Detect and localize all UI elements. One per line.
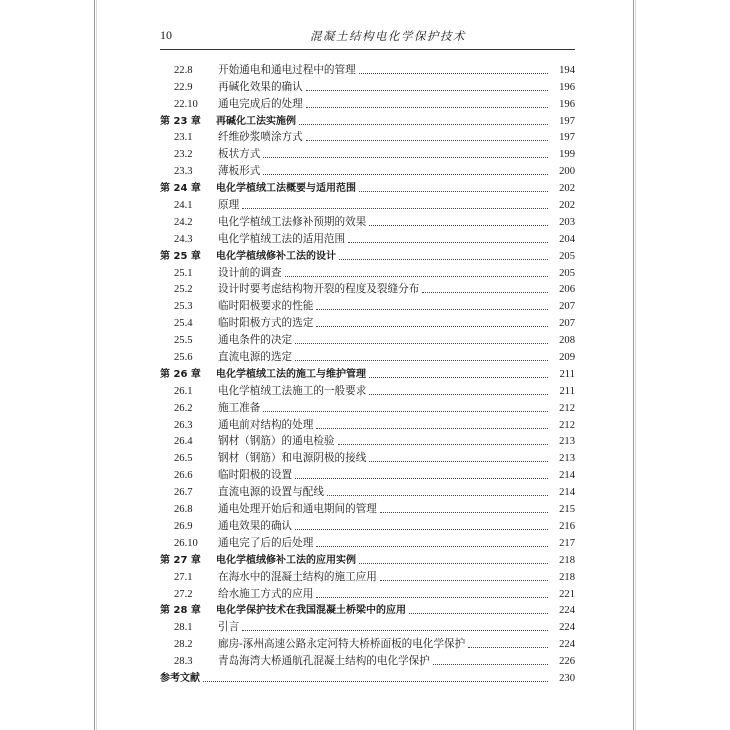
toc-section-entry [160,651,575,668]
page-number: 10 [160,28,172,42]
dot-leader [316,308,548,310]
toc-entry-page: 213 [559,453,575,465]
toc-entry-number: 第 26 章 [160,368,201,380]
toc-entry-title: 设计前的调查 [218,266,282,279]
toc-entry-title: 设计时要考虑结构物开裂的程度及裂缝分布 [218,283,420,296]
toc-entry-page: 197 [559,115,575,127]
toc-entry-page: 199 [559,149,575,161]
toc-entry-page: 207 [559,318,575,330]
toc-section-entry [160,263,575,280]
toc-section-entry [160,448,575,465]
toc-entry-title: 通电条件的决定 [218,334,293,347]
toc-entry-number: 第 25 章 [160,250,201,262]
toc-entry-number: 22.8 [174,64,193,76]
toc-entry-number: 25.6 [174,352,193,364]
toc-chapter-entry [160,550,575,567]
toc-entry-title: 原理 [218,199,240,212]
dot-leader [306,139,548,141]
dot-leader [359,190,548,192]
toc-section-entry [160,330,575,347]
dot-leader [263,173,548,175]
toc-entry-page: 217 [559,537,575,549]
dot-leader [242,207,548,209]
running-title: 混凝土结构电化学保护技术 [310,29,466,43]
dot-leader [380,511,548,513]
dot-leader [338,443,548,445]
toc-entry-title: 临时阳极的设置 [218,469,293,482]
toc-entry-number: 24.3 [174,233,193,245]
toc-entry-page: 205 [559,267,575,279]
dot-leader [369,376,548,378]
toc-section-entry [160,313,575,330]
toc-entry-title: 钢材（钢筋）的通电检验 [218,435,335,448]
toc-entry-number: 25.3 [174,301,193,313]
dot-leader [468,646,548,648]
toc-section-entry [160,212,575,229]
header-rule [160,49,575,50]
page-edge-left-inner [96,0,97,730]
dot-leader [295,342,548,344]
toc-entry-number: 26.10 [174,537,198,549]
dot-leader [316,596,548,598]
toc-section-entry [160,634,575,651]
dot-leader [316,325,548,327]
toc-entry-page: 214 [559,470,575,482]
toc-section-entry [160,482,575,499]
dot-leader [409,612,548,614]
toc-entry-page: 205 [559,250,575,262]
toc-entry-page: 196 [559,98,575,110]
toc-section-entry [160,499,575,516]
toc-entry-title: 电化学植绒工法修补预期的效果 [218,215,367,228]
dot-leader [263,410,548,412]
page-edge-left [94,0,95,730]
toc-section-entry [160,567,575,584]
toc-entry-title: 施工准备 [218,401,261,414]
toc-section-entry [160,516,575,533]
toc-entry-title: 直流电源的设置与配线 [218,486,324,499]
toc-entry-title: 给水施工方式的应用 [218,587,314,600]
page-header [160,28,580,46]
dot-leader [285,275,548,277]
page-edge-right [633,0,634,730]
dot-leader [359,72,548,74]
dot-leader [359,562,548,564]
toc-entry-page: 203 [559,216,575,228]
dot-leader [348,241,548,243]
toc-section-entry [160,77,575,94]
toc-entry-number: 第 23 章 [160,115,201,127]
toc-entry-title: 通电处理开始后和通电期间的管理 [218,503,377,516]
dot-leader [295,477,548,479]
toc-entry-title: 直流电源的选定 [218,351,293,364]
toc-entry-page: 209 [559,352,575,364]
toc-entry-title: 廊房-涿州高速公路永定河特大桥桥面板的电化学保护 [218,638,466,651]
toc-entry-page: 218 [559,571,575,583]
dot-leader [316,427,548,429]
toc-entry-title: 电化学植绒工法施工的一般要求 [218,384,367,397]
toc-entry-title: 电化学保护技术在我国混凝土桥梁中的应用 [216,605,406,617]
toc-entry-number: 26.1 [174,385,193,397]
page-edge-right-inner [635,0,636,730]
dot-leader [295,359,548,361]
toc-entry-page: 226 [559,656,575,668]
toc-entry-page: 218 [559,554,575,566]
toc-entry-number: 26.6 [174,470,193,482]
toc-section-entry [160,381,575,398]
toc-entry-title: 电化学植绒工法的适用范围 [218,232,346,245]
dot-leader [263,156,548,158]
dot-leader [316,545,548,547]
toc-entry-title: 临时阳极要求的性能 [218,300,314,313]
toc-chapter-entry [160,601,575,618]
toc-entry-page: 211 [559,385,575,397]
toc-entry-number: 26.5 [174,453,193,465]
dot-leader [242,629,548,631]
toc-entry-number: 28.3 [174,656,193,668]
dot-leader [369,460,548,462]
toc-entry-number: 24.2 [174,216,193,228]
toc-entry-title: 再碱化工法实施例 [216,115,296,127]
toc-entry-number: 26.8 [174,504,193,516]
toc-section-entry [160,60,575,77]
toc-entry-number: 23.3 [174,166,193,178]
dot-leader [295,528,548,530]
toc-entry-number: 28.2 [174,639,193,651]
toc-entry-number: 27.1 [174,571,193,583]
toc-entry-number: 26.3 [174,419,193,431]
table-of-contents [160,60,575,685]
toc-entry-page: 214 [559,487,575,499]
toc-section-entry [160,584,575,601]
toc-entry-number: 25.1 [174,267,193,279]
dot-leader [327,494,548,496]
toc-entry-page: 213 [559,436,575,448]
toc-entry-number: 26.9 [174,520,193,532]
dot-leader [339,258,548,260]
toc-entry-number: 26.4 [174,436,193,448]
toc-entry-page: 196 [559,81,575,93]
toc-entry-title: 通电完成后的处理 [218,97,303,110]
toc-entry-title: 电化学植绒修补工法的设计 [216,250,336,262]
toc-entry-number: 26.7 [174,487,193,499]
toc-entry-number: 24.1 [174,200,193,212]
toc-entry-page: 200 [559,166,575,178]
toc-entry-page: 197 [559,132,575,144]
dot-leader [306,89,548,91]
toc-section-entry [160,195,575,212]
toc-entry-number: 22.9 [174,81,193,93]
toc-entry-number: 25.5 [174,335,193,347]
toc-entry-page: 212 [559,419,575,431]
toc-entry-number: 第 27 章 [160,554,201,566]
toc-entry-number: 22.10 [174,98,198,110]
dot-leader [422,291,548,293]
toc-chapter-entry [160,668,575,685]
toc-entry-title: 通电前对结构的处理 [218,418,314,431]
toc-entry-page: 204 [559,233,575,245]
toc-entry-number: 25.2 [174,284,193,296]
toc-entry-title: 开始通电和通电过程中的管理 [218,63,356,76]
toc-entry-title: 纤维砂浆喷涂方式 [218,131,303,144]
toc-entry-title: 在海水中的混凝土结构的施工应用 [218,570,377,583]
toc-entry-number: 25.4 [174,318,193,330]
toc-section-entry [160,296,575,313]
toc-entry-page: 224 [559,622,575,634]
toc-chapter-entry [160,246,575,263]
toc-entry-number: 28.1 [174,622,193,634]
toc-entry-page: 202 [559,183,575,195]
toc-entry-page: 230 [559,672,575,684]
toc-section-entry [160,533,575,550]
toc-entry-title: 电化学植绒工法概要与适用范围 [216,183,356,195]
toc-entry-page: 194 [559,64,575,76]
toc-entry-page: 215 [559,504,575,516]
toc-section-entry [160,94,575,111]
toc-entry-page: 211 [559,368,575,380]
toc-section-entry [160,432,575,449]
toc-section-entry [160,229,575,246]
toc-entry-title: 青岛海湾大桥通航孔混凝土结构的电化学保护 [218,655,430,668]
toc-entry-page: 202 [559,200,575,212]
toc-section-entry [160,465,575,482]
toc-entry-title: 临时阳极方式的选定 [218,317,314,330]
dot-leader [203,680,548,682]
dot-leader [433,663,548,665]
toc-section-entry [160,144,575,161]
toc-entry-number: 第 24 章 [160,183,201,195]
toc-section-entry [160,617,575,634]
toc-entry-number: 26.2 [174,402,193,414]
toc-chapter-entry [160,178,575,195]
toc-entry-page: 208 [559,335,575,347]
dot-leader [380,579,548,581]
toc-entry-title: 电化学植绒工法的施工与维护管理 [216,368,366,380]
toc-entry-page: 207 [559,301,575,313]
toc-entry-page: 206 [559,284,575,296]
toc-entry-title: 板状方式 [218,148,261,161]
toc-entry-title: 电化学植绒修补工法的应用实例 [216,554,356,566]
toc-entry-title: 再碱化效果的确认 [218,80,303,93]
toc-entry-page: 224 [559,639,575,651]
toc-entry-page: 221 [559,588,575,600]
toc-entry-page: 224 [559,605,575,617]
dot-leader [299,123,548,125]
toc-chapter-entry [160,364,575,381]
toc-entry-page: 212 [559,402,575,414]
toc-entry-title: 参考文献 [160,672,200,684]
dot-leader [369,393,548,395]
toc-section-entry [160,128,575,145]
toc-entry-page: 216 [559,520,575,532]
toc-section-entry [160,398,575,415]
dot-leader [369,224,548,226]
toc-section-entry [160,161,575,178]
toc-chapter-entry [160,111,575,128]
toc-entry-title: 薄板形式 [218,165,261,178]
toc-entry-title: 钢材（钢筋）和电源阴极的接线 [218,452,367,465]
toc-entry-number: 第 28 章 [160,605,201,617]
toc-section-entry [160,280,575,297]
toc-section-entry [160,347,575,364]
toc-entry-title: 引言 [218,621,240,634]
toc-section-entry [160,415,575,432]
toc-entry-number: 23.2 [174,149,193,161]
toc-entry-number: 27.2 [174,588,193,600]
dot-leader [306,106,548,108]
toc-entry-title: 通电效果的确认 [218,519,293,532]
toc-entry-number: 23.1 [174,132,193,144]
toc-entry-title: 通电完了后的后处理 [218,536,314,549]
